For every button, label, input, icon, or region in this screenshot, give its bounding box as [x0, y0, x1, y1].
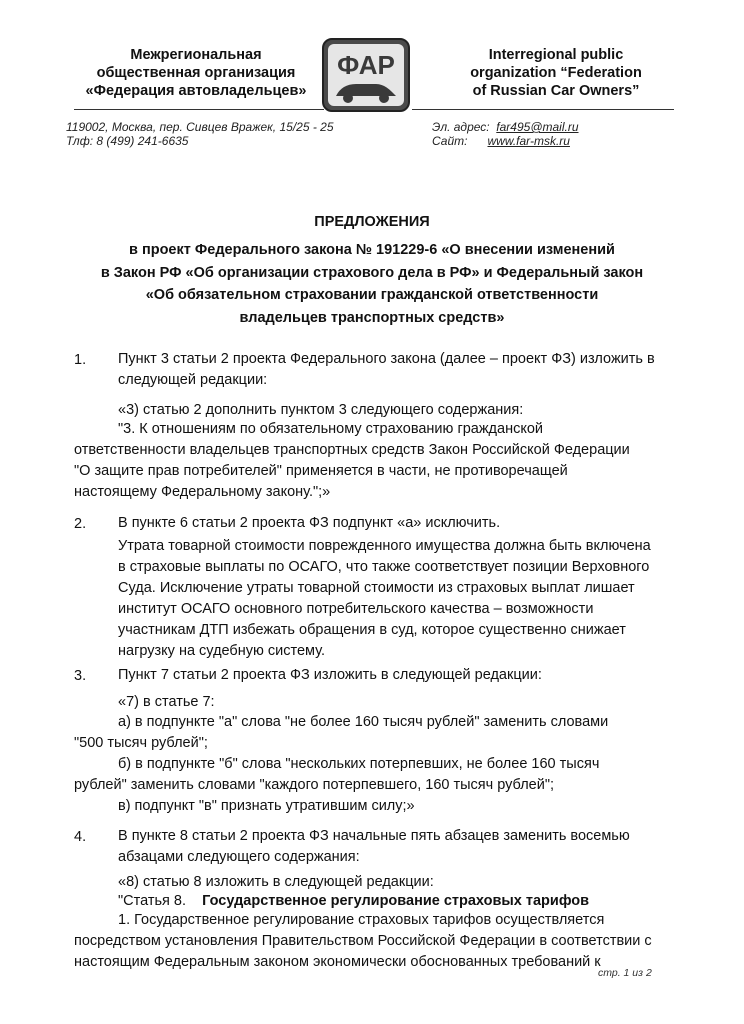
paragraph-line: следующей редакции:	[118, 372, 268, 388]
paragraph-line: "О защите прав потребителей" применяется в части, не противоречащей	[74, 463, 568, 479]
paragraph-line: рублей" заменить словами "каждого потерпевшего, 160 тысяч рублей";	[74, 777, 554, 793]
paragraph-line: 1. Государственное регулирование страховых тарифов осуществляется	[118, 912, 605, 928]
paragraph-line: в) подпункт "в" признать утратившим силу;»	[118, 798, 415, 814]
website-link[interactable]: www.far-msk.ru	[487, 134, 570, 148]
document-heading: ПРЕДЛОЖЕНИЯ	[314, 214, 430, 230]
article-title: Государственное регулирование страховых тарифов	[202, 893, 590, 909]
org-name-ru-line: Межрегиональная	[130, 47, 262, 63]
subtitle-line: в проект Федерального закона № 191229-6 «О внесении изменений	[129, 242, 615, 258]
org-name-ru	[80, 46, 312, 100]
org-name-en-line: of Russian Car Owners”	[472, 83, 640, 99]
item-number: 2.	[74, 516, 87, 532]
paragraph-line: абзацами следующего содержания:	[118, 849, 360, 865]
article-text	[74, 910, 670, 973]
paragraph-line: настоящим Федеральным законом экономически обоснованных требований к	[74, 954, 601, 970]
org-name-en-line: organization “Federation	[470, 65, 642, 81]
subtitle-line: в Закон РФ «Об организации страхового дела в РФ» и Федеральный закон	[100, 264, 644, 281]
paragraph-line: ответственности владельцев транспортных средств Закон Российской Федерации	[74, 442, 630, 458]
paragraph-line: в страховые выплаты по ОСАГО, что также соответствует позиции Верховного	[118, 559, 650, 575]
org-name-en	[440, 46, 672, 100]
website-line	[432, 134, 570, 148]
header-rule-left	[74, 109, 324, 110]
logo-lettering: ФАР	[337, 50, 395, 80]
item-number: 1.	[74, 352, 87, 368]
paragraph-line: «7) в статье 7:	[118, 694, 215, 710]
paragraph-line: Пункт 3 статьи 2 проекта Федерального закона (далее – проект ФЗ) изложить в	[118, 351, 655, 367]
document-subtitle	[60, 239, 684, 329]
email-link[interactable]: far495@mail.ru	[496, 120, 579, 134]
paragraph-line: Утрата товарной стоимости поврежденного имущества должна быть включена	[118, 538, 651, 554]
org-name-ru-line: общественная организация	[96, 65, 296, 81]
email-line	[432, 120, 579, 134]
item-1-quote	[74, 419, 670, 503]
website-label: Сайт:	[432, 134, 468, 148]
paragraph-line: Пункт 7 статьи 2 проекта ФЗ изложить в следующей редакции:	[118, 667, 542, 683]
article-heading-line	[118, 891, 670, 912]
item-4-text	[118, 826, 670, 868]
paragraph-line: Суда. Исключение утраты товарной стоимости из страховых выплат лишает	[118, 580, 635, 596]
paragraph-line: нагрузку на судебную систему.	[118, 643, 325, 659]
paragraph-line: В пункте 6 статьи 2 проекта ФЗ подпункт «а» исключить.	[118, 515, 501, 531]
paragraph-line: В пункте 8 статьи 2 проекта ФЗ начальные пять абзацев заменить восемью	[118, 828, 630, 844]
paragraph-line: "500 тысяч рублей";	[74, 735, 208, 751]
phone-number: Тлф: 8 (499) 241-6635	[66, 134, 189, 148]
header-rule-right	[412, 109, 674, 110]
item-number: 4.	[74, 829, 87, 845]
far-logo	[322, 38, 410, 112]
paragraph-line: «8) статью 8 изложить в следующей редакции:	[118, 874, 434, 890]
item-2-text	[118, 536, 670, 662]
paragraph-line: посредством установления Правительством Российской Федерации в соответствии с	[74, 933, 652, 949]
paragraph-line: б) в подпункте "б" слова "нескольких потерпевших, не более 160 тысяч	[118, 756, 600, 772]
org-name-en-line: Interregional public	[488, 47, 624, 63]
page-number: стр. 1 из 2	[598, 967, 652, 979]
paragraph-line: настоящему Федеральному закону.";»	[74, 484, 331, 500]
email-label: Эл. адрес:	[432, 120, 490, 134]
subtitle-line: «Об обязательном страховании гражданской ответственности	[145, 287, 599, 303]
item-number: 3.	[74, 668, 87, 684]
postal-address: 119002, Москва, пер. Сивцев Вражек, 15/25 - 25	[66, 120, 334, 134]
subtitle-line: владельцев транспортных средств»	[239, 309, 505, 326]
article-number: "Статья 8.	[118, 893, 187, 909]
item-3-text	[74, 712, 670, 817]
item-1-text	[118, 349, 670, 391]
paragraph-line: институт ОСАГО основного потребительского качества – возможности	[118, 601, 594, 617]
paragraph-line: "3. К отношениям по обязательному страхованию гражданской	[118, 421, 544, 437]
paragraph-line: «3) статью 2 дополнить пунктом 3 следующего содержания:	[118, 402, 524, 418]
paragraph-line: участникам ДТП избежать обращения в суд, которое существенно снижает	[118, 622, 626, 638]
paragraph-line: а) в подпункте "а" слова "не более 160 тысяч рублей" заменить словами	[118, 714, 609, 730]
org-name-ru-line: «Федерация автовладельцев»	[85, 83, 307, 99]
